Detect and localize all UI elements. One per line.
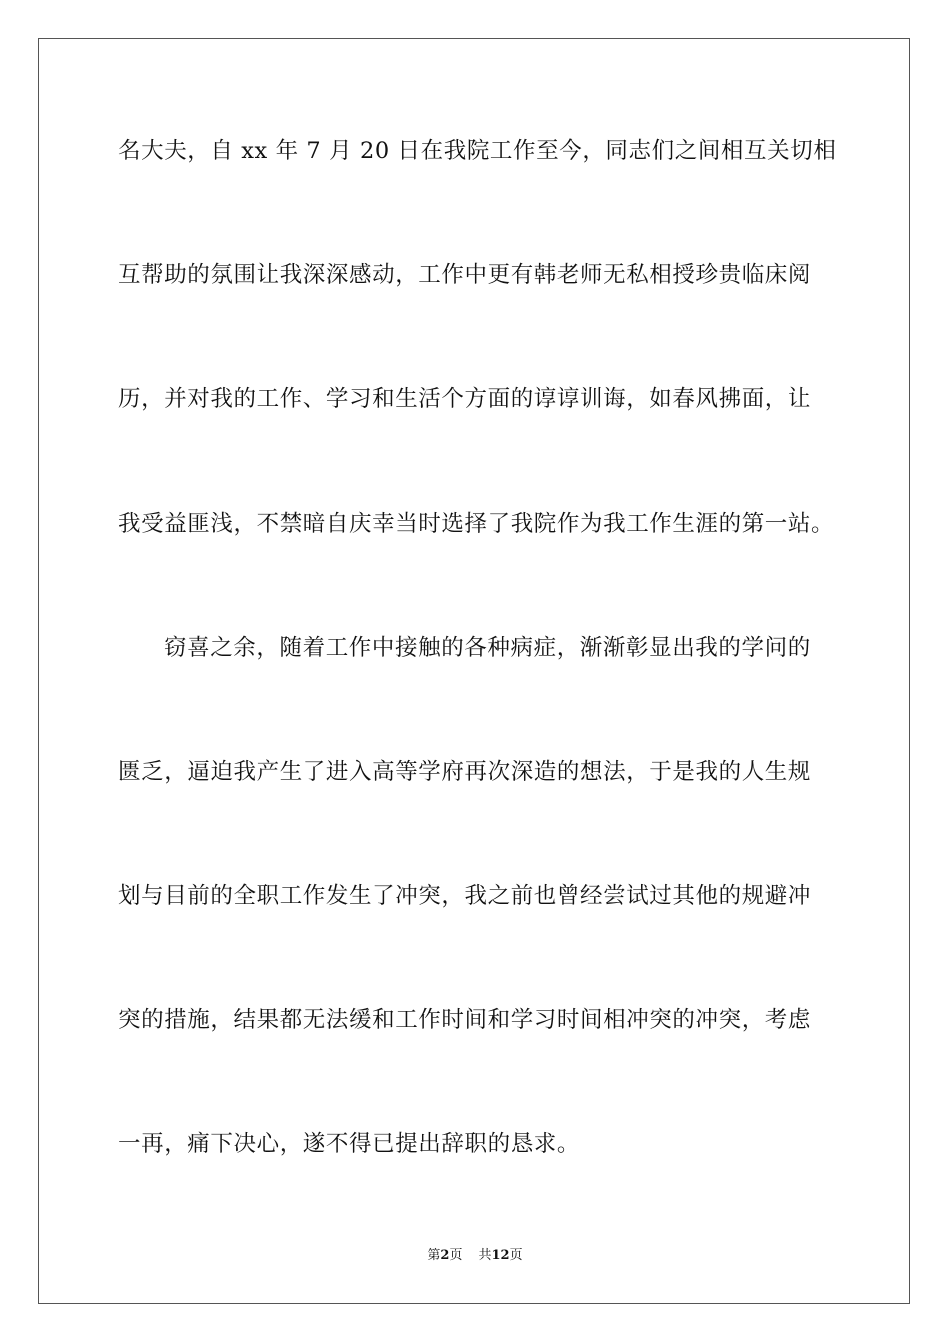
text-line-6: 匮乏，逼迫我产生了进入高等学府再次深造的想法，于是我的人生规: [118, 759, 812, 785]
page-suffix: 页: [449, 1248, 463, 1263]
total-prefix: 共: [478, 1248, 492, 1263]
page-number: 2: [440, 1248, 450, 1263]
text-line-8: 突的措施，结果都无法缓和工作时间和学习时间相冲突的冲突，考虑: [118, 1007, 812, 1033]
text-line-5-paragraph-start: 窃喜之余，随着工作中接触的各种病症，渐渐彰显出我的学问的: [164, 635, 811, 661]
total-pages: 12: [491, 1248, 510, 1263]
page-border: [38, 38, 910, 1304]
text-line-9: 一再，痛下决心，遂不得已提出辞职的恳求。: [118, 1131, 581, 1157]
text-line-7: 划与目前的全职工作发生了冲突，我之前也曾经尝试过其他的规避冲: [118, 883, 812, 909]
text-line-1: 名大夫，自 xx 年 7 月 20 日在我院工作至今，同志们之间相互关切相: [118, 138, 837, 164]
page-footer: [0, 1248, 950, 1264]
page-prefix: 第: [427, 1248, 441, 1263]
total-suffix: 页: [509, 1248, 523, 1263]
text-line-2: 互帮助的氛围让我深深感动，工作中更有韩老师无私相授珍贵临床阅: [118, 262, 812, 288]
text-line-4: 我受益匪浅，不禁暗自庆幸当时选择了我院作为我工作生涯的第一站。: [118, 511, 835, 537]
text-line-3: 历，并对我的工作、学习和生活个方面的谆谆训诲，如春风拂面，让: [118, 386, 812, 412]
